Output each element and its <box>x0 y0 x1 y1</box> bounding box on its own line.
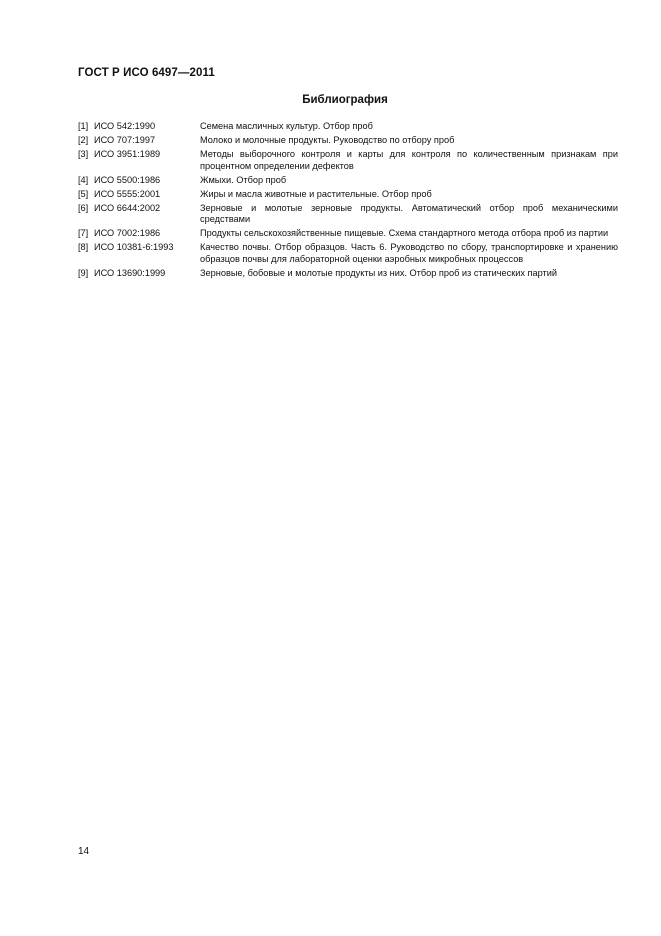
bibliography-entry <box>78 203 618 226</box>
bibliography-entry <box>78 189 618 201</box>
entry-reference: ИСО 3951:1989 <box>94 148 161 159</box>
entry-reference: ИСО 7002:1986 <box>94 228 161 239</box>
entry-reference: ИСО 13690:1999 <box>94 267 166 278</box>
entry-title: Зерновые, бобовые и молотые продукты из них. Отбор проб из статических партий <box>200 267 558 278</box>
entry-reference: ИСО 10381-6:1993 <box>94 242 174 253</box>
entry-title: Семена масличных культур. Отбор проб <box>200 121 373 131</box>
entry-reference: ИСО 5555:2001 <box>94 188 161 199</box>
entry-reference: ИСО 6644:2002 <box>94 202 161 213</box>
bibliography-entry <box>78 149 618 172</box>
entry-number: [2] <box>78 134 89 145</box>
page-number: 14 <box>78 846 90 857</box>
entry-reference: ИСО 5500:1986 <box>94 174 161 185</box>
entry-number: [8] <box>78 242 89 253</box>
entry-title: Продукты сельскохозяйственные пищевые. Схема стандартного метода отбора проб из партии <box>200 228 609 239</box>
entry-number: [3] <box>78 148 89 159</box>
bibliography-entry <box>78 175 618 187</box>
entry-number: [7] <box>78 228 89 239</box>
bibliography-entry <box>78 268 618 280</box>
entry-title: Жмыхи. Отбор проб <box>200 174 287 185</box>
entry-title: Методы выборочного контроля и карты для контроля по количественным признакам при процентном определении дефектов <box>200 148 618 171</box>
bibliography-entry <box>78 121 618 133</box>
document-code-header: ГОСТ Р ИСО 6497—2011 <box>78 67 215 79</box>
entry-title: Качество почвы. Отбор образцов. Часть 6. Руководство по сбору, транспортировке и хранению образцов почвы для лабораторной оценки аэробных микробных процессов <box>200 242 618 264</box>
entry-reference: ИСО 707:1997 <box>94 134 156 145</box>
entry-number: [4] <box>78 174 89 185</box>
entry-title: Жиры и масла животные и растительные. Отбор проб <box>200 188 432 199</box>
entry-number: [5] <box>78 188 89 199</box>
entry-number: [6] <box>78 202 89 213</box>
bibliography-list <box>78 121 618 282</box>
entry-title: Молоко и молочные продукты. Руководство по отбору проб <box>200 134 455 145</box>
entry-number: [1] <box>78 121 89 131</box>
bibliography-entry <box>78 242 618 265</box>
entry-title: Зерновые и молотые зерновые продукты. Автоматический отбор проб механическими средствами <box>200 202 618 225</box>
bibliography-title: Библиография <box>302 94 388 106</box>
entry-reference: ИСО 542:1990 <box>94 121 156 131</box>
entry-number: [9] <box>78 267 89 278</box>
bibliography-entry <box>78 135 618 147</box>
bibliography-entry <box>78 228 618 240</box>
